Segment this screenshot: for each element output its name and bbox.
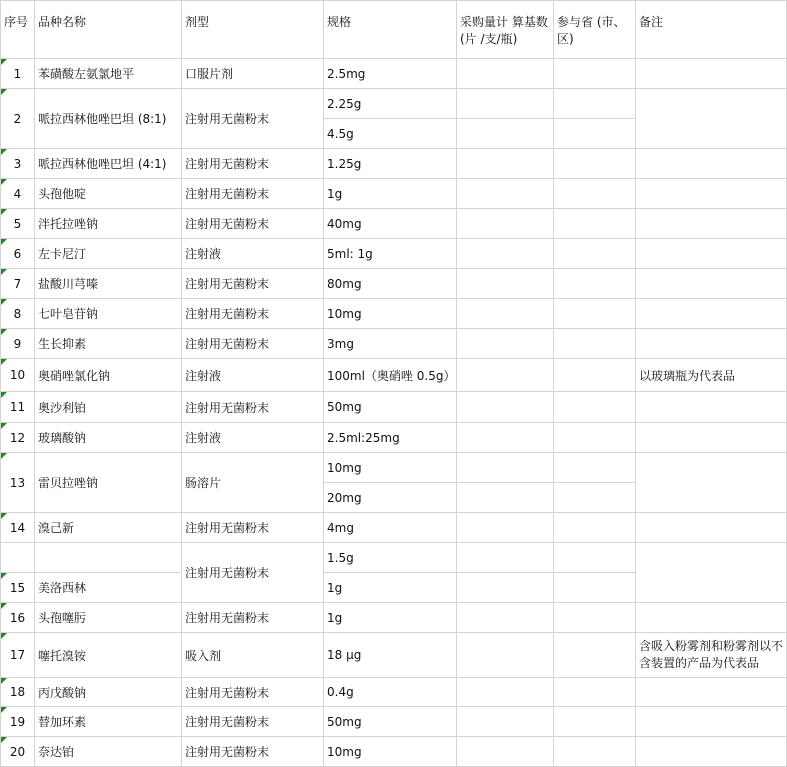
cell-form-text: 注射用无菌粉末 [185,400,270,415]
cell-form-text: 注射液 [185,368,222,383]
cell-idx[interactable] [0,513,35,543]
cell-note[interactable] [636,633,787,678]
cell-spec-text: 4.5g [327,126,354,141]
cell-note[interactable] [636,179,787,209]
cell-name-text: 泮托拉唑钠 [38,217,99,231]
number-stored-as-text-marker [1,89,7,95]
cell-name-text: 奥硝唑氯化钠 [38,368,111,383]
cell-name[interactable] [35,209,182,239]
cell-prov[interactable] [554,707,636,737]
cell-spec[interactable] [324,299,457,329]
number-stored-as-text-marker [1,239,7,245]
cell-form-text: 注射用无菌粉末 [185,715,270,729]
cell-name[interactable] [35,269,182,299]
cell-note[interactable] [636,329,787,359]
cell-idx-text: 7 [13,276,22,291]
cell-qty[interactable] [457,543,554,573]
cell-qty[interactable] [457,737,554,767]
cell-qty[interactable] [457,633,554,678]
cell-idx[interactable] [0,453,35,513]
cell-prov[interactable] [554,737,636,767]
cell-note[interactable] [636,269,787,299]
cell-idx-empty[interactable] [0,543,35,573]
cell-spec[interactable] [324,423,457,453]
number-stored-as-text-marker [1,59,7,65]
cell-form[interactable] [182,678,324,707]
cell-form-text: 注射用无菌粉末 [185,157,270,171]
cell-name[interactable] [35,89,182,149]
cell-prov[interactable] [554,269,636,299]
cell-form[interactable] [182,603,324,633]
cell-note[interactable] [636,239,787,269]
header-form-text: 剂型 [185,15,210,29]
cell-prov[interactable] [554,633,636,678]
cell-prov[interactable] [554,89,636,119]
number-stored-as-text-marker [1,513,7,519]
cell-qty[interactable] [457,329,554,359]
cell-name[interactable] [35,329,182,359]
cell-note[interactable] [636,299,787,329]
cell-form[interactable] [182,392,324,423]
cell-prov[interactable] [554,483,636,513]
cell-name[interactable] [35,59,182,89]
number-stored-as-text-marker [1,299,7,305]
cell-spec-text: 40mg [327,216,362,231]
cell-idx[interactable] [0,239,35,269]
cell-idx-text: 20 [9,744,26,759]
cell-spec[interactable] [324,119,457,149]
cell-idx[interactable] [0,59,35,89]
cell-form[interactable] [182,59,324,89]
cell-name[interactable] [35,239,182,269]
cell-form-text: 注射用无菌粉末 [185,112,270,126]
cell-name-text: 美洛西林 [38,581,87,595]
cell-note-text: 含吸入粉雾剂和粉雾剂以不含装置的产品为代表品 [639,639,784,670]
cell-idx-text: 9 [13,336,22,351]
number-stored-as-text-marker [1,329,7,335]
cell-form-text: 肠溶片 [185,476,222,490]
cell-idx[interactable] [0,359,35,392]
number-stored-as-text-marker [1,573,7,579]
cell-idx-text: 12 [9,430,26,445]
cell-form-text: 注射用无菌粉末 [185,521,270,535]
cell-prov[interactable] [554,299,636,329]
cell-name-empty[interactable] [35,543,182,573]
header-qty-text: 采购量计 算基数(片 /支/瓶) [460,15,548,46]
cell-name-text: 丙戊酸钠 [38,685,87,700]
cell-name-text: 哌拉西林他唑巴坦 (4:1) [38,157,167,171]
cell-idx-text: 8 [13,306,22,321]
cell-form-text: 注射用无菌粉末 [185,277,270,291]
cell-form-text: 注射用无菌粉末 [185,685,270,700]
cell-prov[interactable] [554,149,636,179]
cell-form-text: 注射用无菌粉末 [185,745,270,759]
cell-prov[interactable] [554,573,636,603]
cell-prov[interactable] [554,239,636,269]
header-spec-text: 规格 [327,15,352,29]
cell-qty[interactable] [457,453,554,483]
cell-form[interactable] [182,179,324,209]
cell-note[interactable] [636,603,787,633]
number-stored-as-text-marker [1,359,7,365]
cell-idx-text: 10 [9,368,26,382]
cell-idx-text: 14 [9,520,26,535]
cell-form[interactable] [182,423,324,453]
cell-spec[interactable] [324,59,457,89]
cell-prov[interactable] [554,423,636,453]
cell-qty[interactable] [457,209,554,239]
cell-spec[interactable] [324,179,457,209]
cell-qty[interactable] [457,239,554,269]
cell-name-text: 七叶皂苷钠 [38,307,99,321]
cell-name-text: 雷贝拉唑钠 [38,476,99,490]
cell-name[interactable] [35,423,182,453]
cell-spec-text: 80mg [327,276,362,291]
cell-form-text: 注射用无菌粉末 [185,187,270,201]
cell-prov[interactable] [554,603,636,633]
cell-form[interactable] [182,239,324,269]
cell-note-text: 以玻璃瓶为代表品 [639,368,736,383]
cell-name[interactable] [35,513,182,543]
header-note-text: 备注 [639,15,664,29]
number-stored-as-text-marker [1,179,7,185]
cell-form[interactable] [182,89,324,149]
cell-note[interactable] [636,707,787,737]
cell-qty[interactable] [457,119,554,149]
cell-spec-text: 50mg [327,400,362,414]
cell-name-text: 奥沙利铂 [38,400,87,415]
cell-spec-text: 1.25g [327,156,362,171]
cell-prov[interactable] [554,119,636,149]
cell-spec[interactable] [324,483,457,513]
cell-spec[interactable] [324,737,457,767]
cell-spec[interactable] [324,89,457,119]
cell-form[interactable] [182,453,324,513]
cell-form[interactable] [182,149,324,179]
cell-name-text: 噻托溴铵 [38,648,87,663]
cell-form[interactable] [182,513,324,543]
cell-name[interactable] [35,179,182,209]
cell-form[interactable] [182,543,324,603]
cell-spec-text: 10mg [327,460,362,475]
cell-idx-text: 17 [9,648,26,662]
cell-name-text: 溴己新 [38,521,75,535]
cell-note[interactable] [636,149,787,179]
cell-spec-text: 18 μg [327,648,362,662]
cell-prov[interactable] [554,329,636,359]
cell-spec[interactable] [324,678,457,707]
cell-spec[interactable] [324,359,457,392]
cell-form[interactable] [182,359,324,392]
cell-spec-text: 5ml: 1g [327,246,373,261]
cell-form-text: 注射用无菌粉末 [185,217,270,231]
cell-name[interactable] [35,707,182,737]
cell-qty[interactable] [457,149,554,179]
cell-spec[interactable] [324,633,457,678]
cell-idx-text: 16 [9,610,26,625]
number-stored-as-text-marker [1,603,7,609]
cell-note[interactable] [636,89,787,149]
cell-note[interactable] [636,678,787,707]
header-idx[interactable] [0,0,35,59]
cell-idx-text: 2 [13,111,22,126]
cell-idx[interactable] [0,299,35,329]
cell-prov[interactable] [554,179,636,209]
header-idx-text: 序号 [4,15,29,29]
cell-note[interactable] [636,513,787,543]
cell-qty[interactable] [457,359,554,392]
cell-spec[interactable] [324,707,457,737]
cell-form-text: 注射用无菌粉末 [185,307,270,321]
cell-prov[interactable] [554,59,636,89]
cell-idx[interactable] [0,633,35,678]
cell-idx-text: 18 [9,685,26,699]
header-form[interactable] [182,0,324,59]
number-stored-as-text-marker [1,209,7,215]
cell-qty[interactable] [457,89,554,119]
header-prov[interactable] [554,0,636,59]
cell-spec-text: 4mg [327,520,354,535]
cell-form[interactable] [182,209,324,239]
cell-name-text: 生长抑素 [38,337,87,351]
cell-spec[interactable] [324,543,457,573]
cell-qty[interactable] [457,707,554,737]
number-stored-as-text-marker [1,633,7,639]
cell-name-text: 苯磺酸左氨氯地平 [38,67,135,81]
cell-idx-text: 19 [9,714,26,729]
cell-idx[interactable] [0,209,35,239]
cell-name-text: 头孢噻肟 [38,611,87,625]
cell-qty[interactable] [457,59,554,89]
header-spec[interactable] [324,0,457,59]
cell-form[interactable] [182,707,324,737]
cell-idx[interactable] [0,179,35,209]
cell-form-text: 注射用无菌粉末 [185,337,270,351]
cell-spec-text: 2.5ml:25mg [327,430,400,445]
cell-prov[interactable] [554,209,636,239]
number-stored-as-text-marker [1,737,7,743]
number-stored-as-text-marker [1,149,7,155]
cell-qty[interactable] [457,603,554,633]
cell-prov[interactable] [554,678,636,707]
cell-idx[interactable] [0,89,35,149]
cell-idx[interactable] [0,707,35,737]
cell-prov[interactable] [554,359,636,392]
cell-name-text: 盐酸川芎嗪 [38,277,99,291]
number-stored-as-text-marker [1,392,7,398]
cell-idx-text: 13 [9,475,26,490]
cell-spec-text: 2.5mg [327,66,366,81]
cell-form[interactable] [182,329,324,359]
cell-idx-text: 6 [13,246,22,261]
cell-idx[interactable] [0,423,35,453]
cell-qty[interactable] [457,269,554,299]
cell-idx[interactable] [0,392,35,423]
cell-prov[interactable] [554,453,636,483]
cell-spec-text: 1g [327,610,343,625]
cell-form-text: 注射液 [185,247,222,261]
cell-form-text: 口服片剂 [185,67,234,81]
number-stored-as-text-marker [1,707,7,713]
cell-spec[interactable] [324,269,457,299]
cell-note[interactable] [636,543,787,603]
number-stored-as-text-marker [1,453,7,459]
header-note[interactable] [636,0,787,59]
cell-form-text: 吸入剂 [185,648,222,663]
cell-form[interactable] [182,737,324,767]
cell-spec[interactable] [324,209,457,239]
cell-qty[interactable] [457,573,554,603]
cell-spec[interactable] [324,392,457,423]
cell-note[interactable] [636,453,787,513]
cell-idx-text: 1 [13,66,22,81]
cell-idx[interactable] [0,269,35,299]
cell-note[interactable] [636,392,787,423]
number-stored-as-text-marker [1,678,7,684]
cell-spec[interactable] [324,453,457,483]
cell-spec-text: 2.25g [327,96,362,111]
cell-qty[interactable] [457,299,554,329]
cell-qty[interactable] [457,483,554,513]
cell-note[interactable] [636,423,787,453]
cell-name-text: 玻璃酸钠 [38,431,87,445]
cell-name-text: 左卡尼汀 [38,247,87,261]
cell-spec-text: 1g [327,186,343,201]
cell-name[interactable] [35,392,182,423]
cell-form-text: 注射用无菌粉末 [185,611,270,625]
cell-idx-text: 5 [13,216,22,231]
cell-idx-text: 4 [13,186,22,201]
cell-spec[interactable] [324,149,457,179]
cell-name[interactable] [35,299,182,329]
cell-name-text: 哌拉西林他唑巴坦 (8:1) [38,112,167,126]
cell-form[interactable] [182,633,324,678]
cell-spec[interactable] [324,329,457,359]
cell-spec-text: 0.4g [327,685,354,699]
cell-qty[interactable] [457,678,554,707]
cell-spec-text: 20mg [327,490,362,505]
cell-note[interactable] [636,59,787,89]
header-name[interactable] [35,0,182,59]
cell-spec[interactable] [324,513,457,543]
cell-form-text: 注射用无菌粉末 [185,566,270,580]
cell-name-text: 替加环素 [38,715,87,729]
cell-qty[interactable] [457,179,554,209]
cell-note[interactable] [636,737,787,767]
cell-prov[interactable] [554,543,636,573]
cell-spec-text: 50mg [327,714,362,729]
cell-idx[interactable] [0,149,35,179]
cell-idx[interactable] [0,603,35,633]
cell-spec[interactable] [324,603,457,633]
cell-note[interactable] [636,359,787,392]
cell-idx[interactable] [0,573,35,603]
cell-spec-text: 1g [327,580,343,595]
cell-qty[interactable] [457,423,554,453]
cell-spec-text: 100ml（奥硝唑 0.5g） [327,368,456,383]
cell-idx-text: 11 [9,400,26,414]
cell-spec-text: 10mg [327,744,362,759]
cell-name[interactable] [35,359,182,392]
cell-spec-text: 3mg [327,336,354,351]
cell-spec[interactable] [324,573,457,603]
cell-name[interactable] [35,633,182,678]
cell-idx[interactable] [0,678,35,707]
header-qty[interactable] [457,0,554,59]
cell-name-text: 头孢他啶 [38,187,87,201]
cell-idx[interactable] [0,329,35,359]
header-prov-text: 参与省 (市、区) [557,15,626,46]
cell-name[interactable] [35,678,182,707]
cell-spec-text: 10mg [327,306,362,321]
cell-note[interactable] [636,209,787,239]
cell-qty[interactable] [457,513,554,543]
cell-name[interactable] [35,737,182,767]
cell-form[interactable] [182,299,324,329]
cell-form[interactable] [182,269,324,299]
cell-name[interactable] [35,573,182,603]
cell-name[interactable] [35,603,182,633]
header-name-text: 品种名称 [38,15,87,29]
cell-prov[interactable] [554,513,636,543]
cell-spec[interactable] [324,239,457,269]
cell-spec-text: 1.5g [327,550,354,565]
cell-form-text: 注射液 [185,431,222,445]
cell-qty[interactable] [457,392,554,423]
cell-name[interactable] [35,453,182,513]
cell-name-text: 奈达铂 [38,745,75,759]
cell-prov[interactable] [554,392,636,423]
cell-idx-text: 15 [9,580,26,595]
cell-idx[interactable] [0,737,35,767]
number-stored-as-text-marker [1,269,7,275]
cell-name[interactable] [35,149,182,179]
cell-idx-text: 3 [13,156,22,171]
number-stored-as-text-marker [1,423,7,429]
